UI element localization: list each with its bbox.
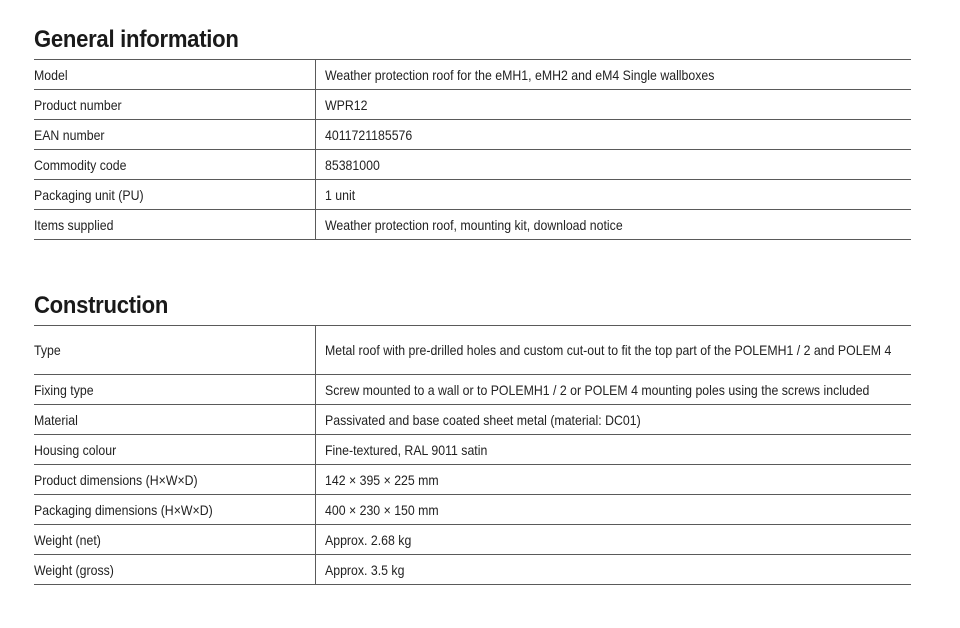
row-value	[315, 120, 911, 150]
construction-table	[34, 325, 911, 585]
row-label	[34, 90, 315, 120]
table-row	[34, 525, 911, 555]
row-value	[315, 180, 911, 210]
product-dimensions-label: Product dimensions (H×W×D)	[34, 471, 198, 488]
table-row	[34, 326, 911, 375]
table-row	[34, 180, 911, 210]
weight-gross-label: Weight (gross)	[34, 561, 114, 578]
row-label	[34, 375, 315, 405]
housing-colour-label: Housing colour	[34, 441, 117, 458]
row-label	[34, 150, 315, 180]
row-label	[34, 465, 315, 495]
weight-net-value: Approx. 2.68 kg	[324, 531, 411, 548]
packaging-dimensions-value: 400 × 230 × 150 mm	[324, 501, 439, 518]
ean-number-label: EAN number	[34, 126, 105, 143]
row-label	[34, 120, 315, 150]
material-label: Material	[34, 411, 78, 428]
row-value	[315, 150, 911, 180]
material-value: Passivated and base coated sheet metal (material: DC01)	[324, 411, 641, 428]
table-row	[34, 405, 911, 435]
table-row	[34, 90, 911, 120]
row-label	[34, 60, 315, 90]
product-number-label: Product number	[34, 96, 122, 113]
table-row	[34, 465, 911, 495]
table-row	[34, 210, 911, 240]
weight-net-label: Weight (net)	[34, 531, 101, 548]
ean-number-value: 4011721185576	[324, 126, 412, 143]
packaging-dimensions-label: Packaging dimensions (H×W×D)	[34, 501, 213, 518]
general-information-table	[34, 59, 911, 240]
row-label	[34, 326, 315, 375]
housing-colour-value: Fine-textured, RAL 9011 satin	[324, 441, 487, 458]
row-value	[315, 465, 911, 495]
row-value	[315, 90, 911, 120]
type-label: Type	[34, 342, 61, 358]
row-label	[34, 525, 315, 555]
row-value	[315, 435, 911, 465]
table-row	[34, 60, 911, 90]
row-value	[315, 326, 911, 375]
items-supplied-value: Weather protection roof, mounting kit, download notice	[324, 216, 623, 233]
row-label	[34, 210, 315, 240]
product-number-value: WPR12	[324, 96, 367, 113]
row-label	[34, 495, 315, 525]
model-value: Weather protection roof for the eMH1, eMH2 and eM4 Single wallboxes	[324, 66, 714, 83]
commodity-code-value: 85381000	[324, 156, 380, 173]
row-value	[315, 525, 911, 555]
section-title-construction: Construction	[34, 292, 169, 319]
section-title-general-information: General information	[34, 26, 239, 53]
row-label	[34, 555, 315, 585]
fixing-type-value: Screw mounted to a wall or to POLEMH1 / 2 or POLEM 4 mounting poles using the screws included	[324, 381, 869, 398]
table-row	[34, 375, 911, 405]
row-label	[34, 405, 315, 435]
table-row	[34, 150, 911, 180]
weight-gross-value: Approx. 3.5 kg	[324, 561, 404, 578]
row-value	[315, 495, 911, 525]
row-value	[315, 375, 911, 405]
packaging-unit-value: 1 unit	[324, 186, 355, 203]
commodity-code-label: Commodity code	[34, 156, 127, 173]
product-dimensions-value: 142 × 395 × 225 mm	[324, 471, 439, 488]
row-label	[34, 180, 315, 210]
row-value	[315, 405, 911, 435]
row-value	[315, 555, 911, 585]
row-value	[315, 210, 911, 240]
row-label	[34, 435, 315, 465]
table-row	[34, 495, 911, 525]
table-row	[34, 120, 911, 150]
table-row	[34, 555, 911, 585]
row-value	[315, 60, 911, 90]
model-label: Model	[34, 66, 68, 83]
items-supplied-label: Items supplied	[34, 216, 114, 233]
fixing-type-label: Fixing type	[34, 381, 94, 398]
packaging-unit-label: Packaging unit (PU)	[34, 186, 144, 203]
type-value: Metal roof with pre-drilled holes and custom cut-out to fit the top part of the POLEMH1 / 2 and POLEM 4	[324, 342, 891, 358]
table-row	[34, 435, 911, 465]
